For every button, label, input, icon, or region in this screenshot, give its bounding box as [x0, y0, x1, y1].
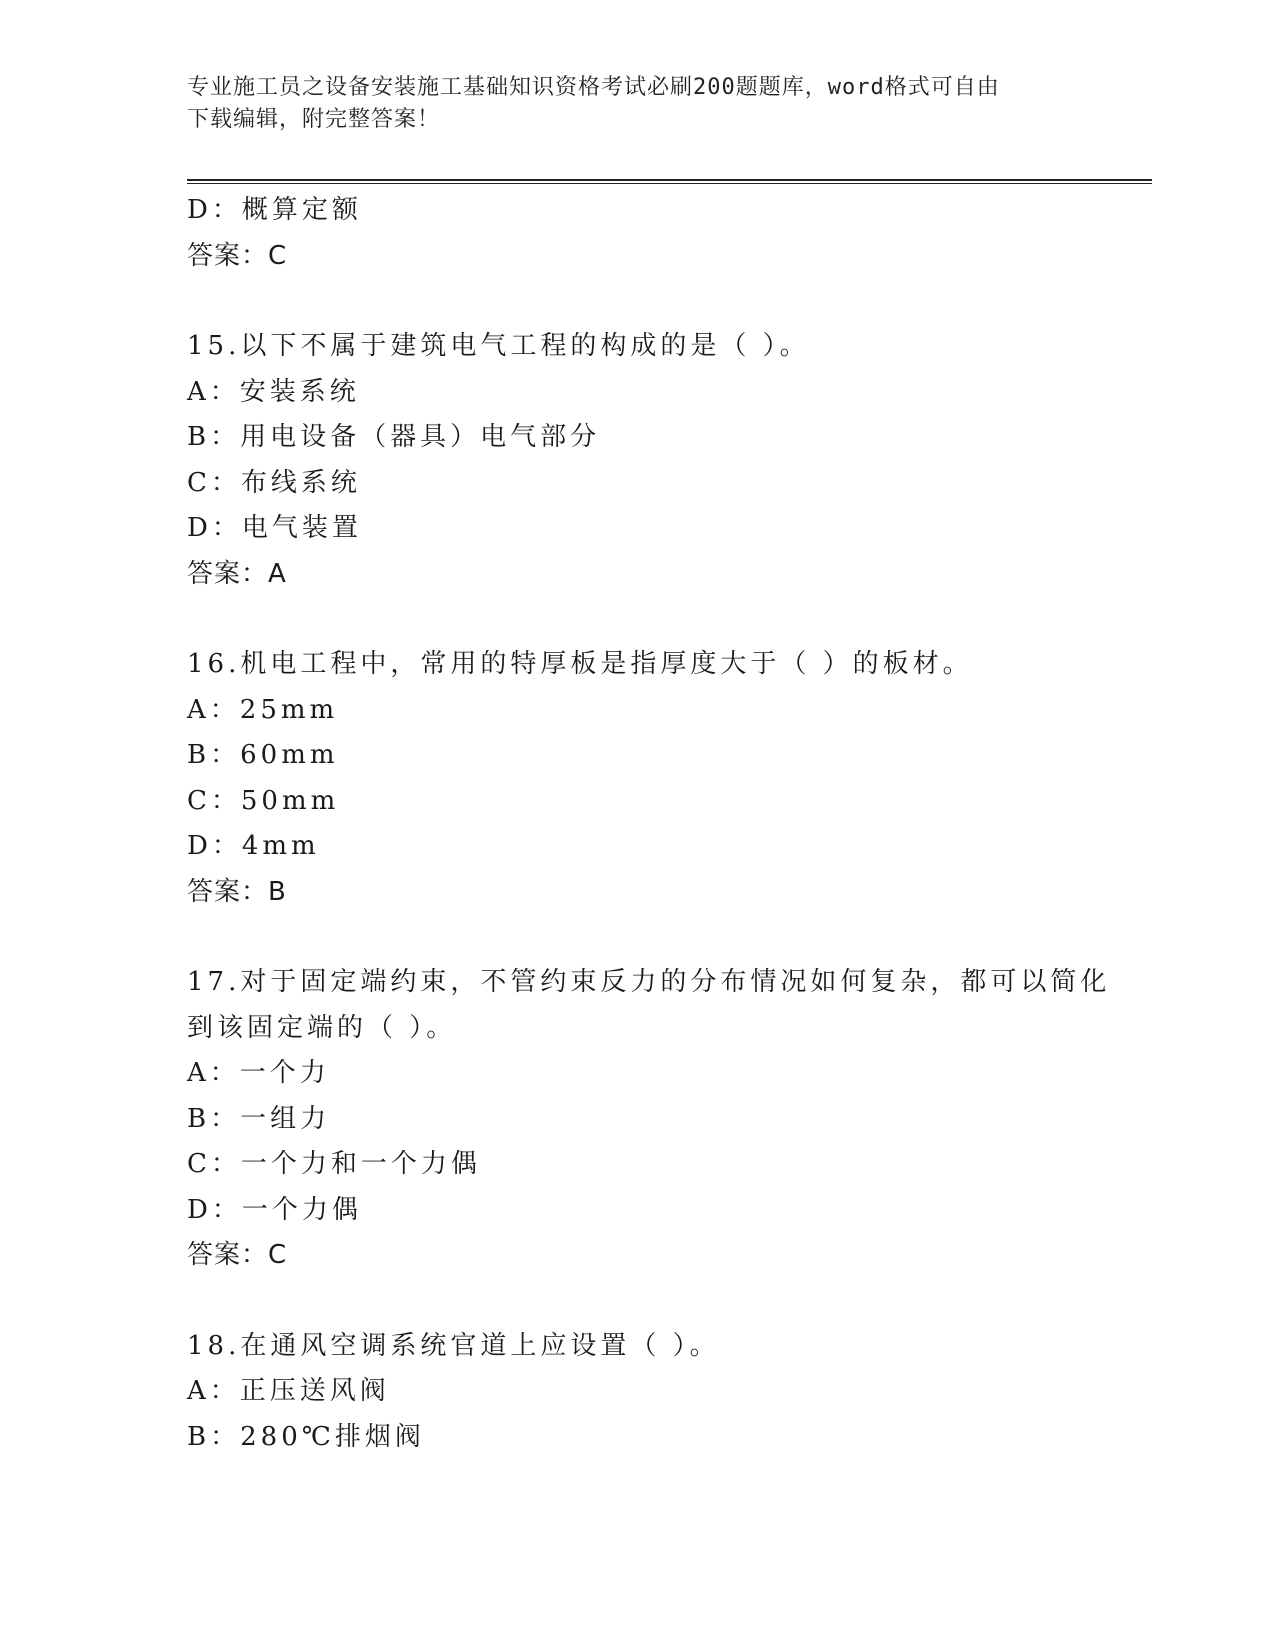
- question-17: [187, 960, 1111, 1279]
- question-18: [187, 1324, 1087, 1461]
- header-line-1: 专业施工员之设备安装施工基础知识资格考试必刷200题题库，word格式可自由: [187, 75, 1000, 100]
- option-c: C：一个力和一个力偶: [187, 1149, 481, 1179]
- question-15: [187, 324, 1087, 597]
- option-b: B：60mm: [187, 740, 339, 770]
- header-rule-thin: [187, 183, 1152, 184]
- question-16: [187, 642, 1087, 915]
- question-stem-line-2: 到该固定端的（ ）。: [187, 1012, 457, 1043]
- option-a: A：一个力: [187, 1058, 330, 1088]
- document-header: [187, 72, 1067, 136]
- option-a: A：正压送风阀: [187, 1376, 390, 1406]
- answer: 答案：C: [187, 1240, 288, 1270]
- option-a: A：25mm: [187, 694, 339, 725]
- option-d: D：4mm: [187, 831, 320, 861]
- question-list: [187, 188, 1111, 1460]
- option-b: B：一组力: [187, 1103, 331, 1134]
- answer: 答案：C: [187, 240, 288, 271]
- option-d: D：一个力偶: [187, 1194, 362, 1225]
- option-a: A：安装系统: [187, 376, 360, 407]
- option-b: B：280℃排烟阀: [187, 1421, 425, 1452]
- header-line-2: 下载编辑，附完整答案！: [187, 107, 441, 132]
- question-stem-line-1: 17.对于固定端约束，不管约束反力的分布情况如何复杂，都可以简化: [187, 967, 1111, 997]
- question-stem: 18.在通风空调系统官道上应设置（ ）。: [187, 1330, 720, 1361]
- option-d: D：电气装置: [187, 513, 362, 543]
- option-c: C：50mm: [187, 785, 340, 816]
- option-d: D：概算定额: [187, 195, 362, 225]
- option-b: B：用电设备（器具）电气部分: [187, 422, 601, 452]
- header-rule-thick: [187, 179, 1152, 181]
- answer: 答案：A: [187, 558, 287, 589]
- question-stem: 15.以下不属于建筑电气工程的构成的是（ ）。: [187, 331, 810, 361]
- question-stem: 16.机电工程中，常用的特厚板是指厚度大于（ ）的板材。: [187, 649, 973, 679]
- option-c: C：布线系统: [187, 467, 361, 498]
- answer: 答案：B: [187, 876, 287, 907]
